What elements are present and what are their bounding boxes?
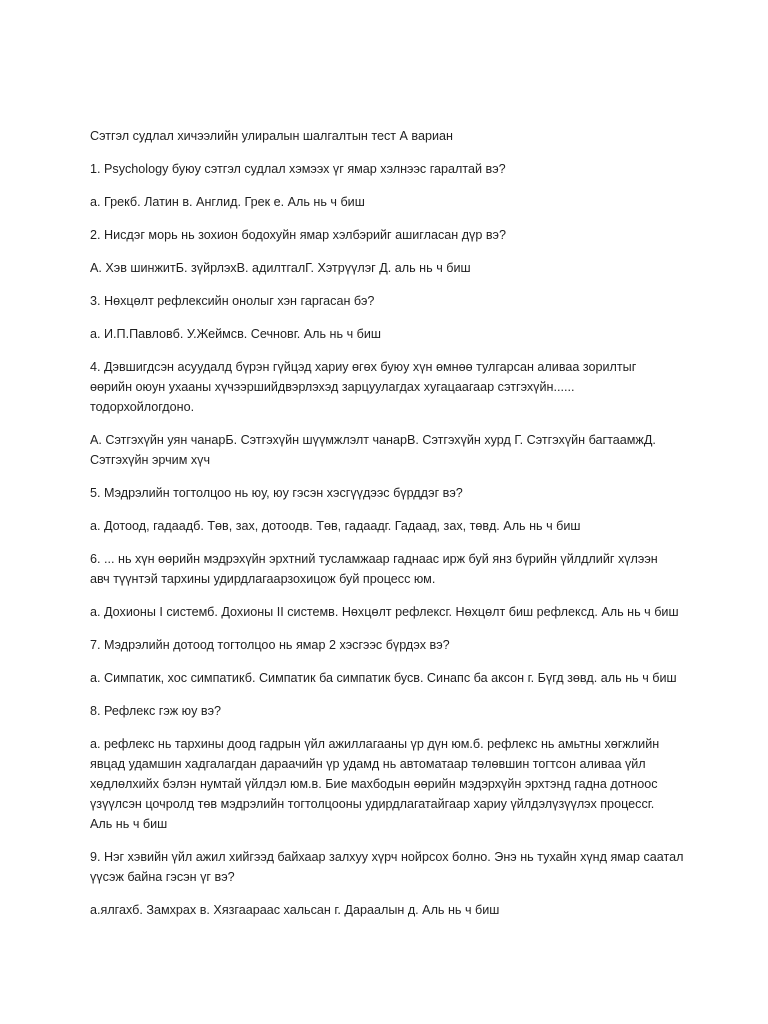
text-line: а. И.П.Павловб. У.Жеймсв. Сечновг. Аль нь ч биш bbox=[90, 327, 381, 341]
document-paragraph bbox=[90, 357, 690, 417]
text-line: явцад удамшин хадгалагдан дараачийн үр удамд нь автоматаар төлөвшин тогтсон аливаа үйл bbox=[90, 757, 646, 771]
text-line: 9. Нэг хэвийн үйл ажил хийгээд байхаар залхуу хүрч нойрсох болно. Энэ нь тухайн хүнд ямар саатал bbox=[90, 850, 684, 864]
text-line: тодорхойлогдоно. bbox=[90, 400, 195, 414]
document-paragraph bbox=[90, 516, 690, 536]
text-line: хөдлөлхийх бэлэн нумтай үйлдэл юм.в. Бие махбодын өөрийн мэдэрхүйн эрхтэнд гадна дотноос bbox=[90, 777, 658, 791]
document-paragraph bbox=[90, 225, 690, 245]
document-paragraph bbox=[90, 602, 690, 622]
text-line: авч түүнтэй тархины удирдлагаарзохицож буй процесс юм. bbox=[90, 572, 436, 586]
text-line: а. Грекб. Латин в. Англид. Грек е. Аль нь ч биш bbox=[90, 195, 365, 209]
document-paragraph bbox=[90, 701, 690, 721]
text-line: Сэтгэхүйн эрчим хүч bbox=[90, 453, 211, 467]
document-paragraph bbox=[90, 734, 690, 834]
document-paragraph bbox=[90, 430, 690, 470]
text-line: 4. Дэвшигдсэн асуудалд бүрэн гүйцэд хариу өгөх буюу хүн өмнөө тулгарсан аливаа зорилтыг bbox=[90, 360, 637, 374]
document-paragraph bbox=[90, 900, 690, 920]
text-line: 6. ... нь хүн өөрийн мэдрэхүйн эрхтний тусламжаар гаднаас ирж буй янз бүрийн үйлдлийг хүлээн bbox=[90, 552, 658, 566]
document-paragraph bbox=[90, 635, 690, 655]
document-paragraph bbox=[90, 847, 690, 887]
document-paragraph bbox=[90, 668, 690, 688]
document-paragraph bbox=[90, 291, 690, 311]
text-line: 5. Мэдрэлийн тогтолцоо нь юу, юу гэсэн хэсгүүдээс бүрддэг вэ? bbox=[90, 486, 463, 500]
text-line: 8. Рефлекс гэж юу вэ? bbox=[90, 704, 222, 718]
text-line: а.ялгахб. Замхрах в. Хязгаараас хальсан г. Дараалын д. Аль нь ч биш bbox=[90, 903, 500, 917]
text-line: А. Хэв шинжитБ. зүйрлэхВ. адилтгалГ. Хэтрүүлэг Д. аль нь ч биш bbox=[90, 261, 471, 275]
document-paragraph bbox=[90, 258, 690, 278]
text-line: а. рефлекс нь тархины доод гадрын үйл ажиллагааны үр дүн юм.б. рефлекс нь амьтны хөгжлийн bbox=[90, 737, 660, 751]
text-line: өөрийн оюун ухааны хүчээршийдвэрлэхэд зарцуулагдах хугацаагаар сэтгэхүйн...... bbox=[90, 380, 575, 394]
document-body bbox=[90, 126, 690, 933]
text-line: А. Сэтгэхүйн уян чанарБ. Сэтгэхүйн шүүмжлэлт чанарВ. Сэтгэхүйн хурд Г. Сэтгэхүйн багтаамжД. bbox=[90, 433, 656, 447]
text-line: а. Дотоод, гадаадб. Төв, зах, дотоодв. Төв, гадаадг. Гадаад, зах, төвд. Аль нь ч биш bbox=[90, 519, 581, 533]
document-paragraph bbox=[90, 483, 690, 503]
text-line: үзүүлсэн цочролд төв мэдрэлийн тогтолцооны удирдлагатайгаар хариу үйлдэлүзүүлэх процессг. bbox=[90, 797, 655, 811]
text-line: 1. Psychology буюу сэтгэл судлал хэмээх үг ямар хэлнээс гаралтай вэ? bbox=[90, 162, 506, 176]
text-line: Аль нь ч биш bbox=[90, 817, 168, 831]
text-line: үүсэж байна гэсэн үг вэ? bbox=[90, 870, 235, 884]
text-line: а. Симпатик, хос симпатикб. Симпатик ба симпатик бусв. Синапс ба аксон г. Бүгд зөвд. аль нь ч биш bbox=[90, 671, 677, 685]
document-paragraph bbox=[90, 324, 690, 344]
document-paragraph bbox=[90, 549, 690, 589]
text-line: а. Дохионы I системб. Дохионы II системв. Нөхцөлт рефлексг. Нөхцөлт биш рефлексд. Аль нь ч биш bbox=[90, 605, 679, 619]
text-line: 2. Нисдэг морь нь зохион бодохуйн ямар хэлбэрийг ашигласан дүр вэ? bbox=[90, 228, 506, 242]
document-title: Сэтгэл судлал хичээлийн улиралын шалгалтын тест А вариан bbox=[90, 129, 453, 143]
document-paragraph bbox=[90, 192, 690, 212]
text-line: 7. Мэдрэлийн дотоод тогтолцоо нь ямар 2 хэсгээс бүрдэх вэ? bbox=[90, 638, 450, 652]
text-line: 3. Нөхцөлт рефлексийн онолыг хэн гаргасан бэ? bbox=[90, 294, 375, 308]
document-paragraph bbox=[90, 159, 690, 179]
